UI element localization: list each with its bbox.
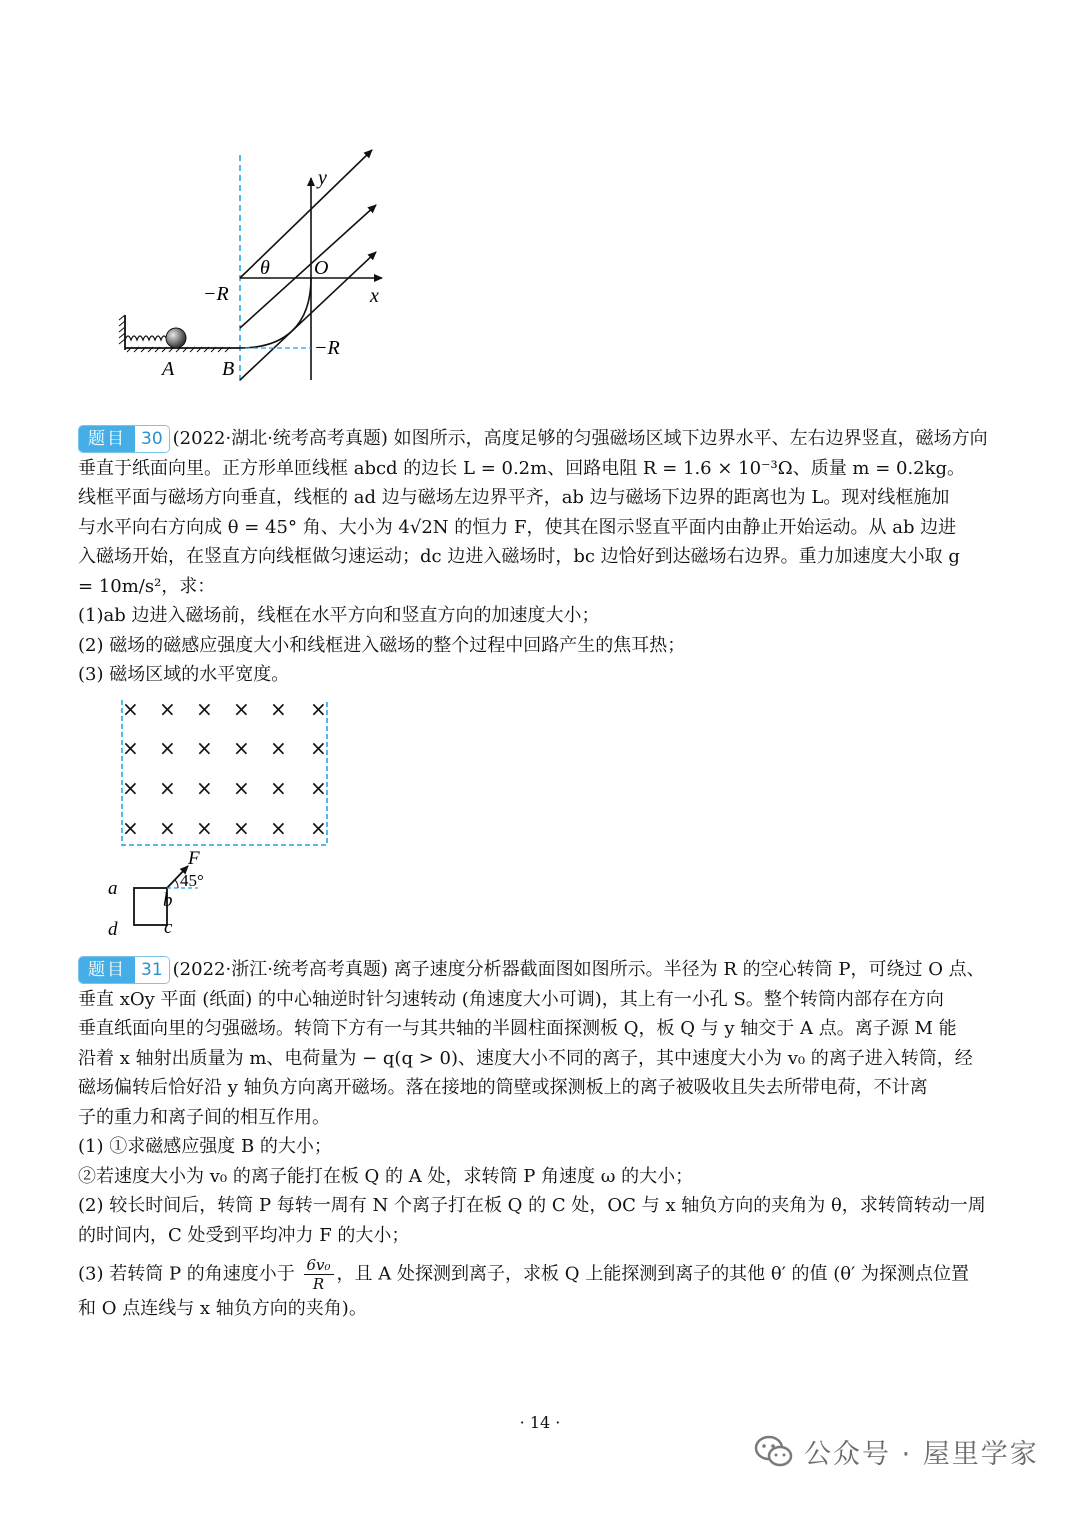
- problem-line: 入磁场开始，在竖直方向线框做匀速运动；dc 边进入磁场时，bc 边恰好到达磁场右边界。重力加速度大小取 g: [78, 546, 960, 567]
- problem-line: 子的重力和离子间的相互作用。: [78, 1106, 330, 1128]
- watermark-text: 公众号 · 屋里学家: [804, 1439, 1039, 1470]
- field-cross-mark: ×: [122, 776, 139, 800]
- fraction-denominator: R: [312, 1275, 325, 1293]
- field-cross-mark: ×: [270, 816, 287, 840]
- field-cross-mark: ×: [270, 697, 287, 721]
- field-cross-mark: ×: [233, 776, 250, 800]
- label-corner-a: a: [108, 878, 118, 899]
- wall-hatching: [119, 315, 125, 344]
- question-number: 31: [135, 957, 169, 983]
- sub-question-3-text: ，且 A 处探测到离子，求板 Q 上能探测到离子的其他 θ′ 的值 (θ′ 为探测点位置: [336, 1263, 969, 1285]
- label-force: F: [188, 848, 200, 869]
- label-y: y: [318, 167, 327, 189]
- page-number: · 14 ·: [519, 1413, 561, 1432]
- question-tag: [78, 425, 170, 453]
- field-crosses: [122, 697, 327, 840]
- problem-line: 磁场偏转后恰好沿 y 轴负方向离开磁场。落在接地的筒壁或探测板上的离子被吸收且失去所带电荷，不计离: [78, 1077, 928, 1098]
- field-cross-mark: ×: [270, 736, 287, 760]
- field-cross-mark: ×: [196, 816, 213, 840]
- sub-question-3-text: (3) 若转筒 P 的角速度小于: [78, 1263, 295, 1285]
- field-cross-mark: ×: [159, 736, 176, 760]
- question-tag: [78, 956, 170, 984]
- problem-31: [78, 955, 1008, 1325]
- problem-line: [78, 424, 1008, 454]
- sub-question-1b: ②若速度大小为 v₀ 的离子能打在板 Q 的 A 处，求转筒 P 角速度 ω 的大小；: [78, 1165, 694, 1187]
- label-corner-b: b: [163, 890, 173, 911]
- question-tag-label: 题目: [79, 426, 135, 452]
- field-cross-mark: ×: [122, 816, 139, 840]
- field-cross-mark: ×: [233, 816, 250, 840]
- label-corner-d: d: [108, 919, 118, 940]
- problem-line: 与水平向右方向成 θ = 45° 角、大小为 4√2N 的恒力 F，使其在图示竖直平面内由静止开始运动。从 ab 边进: [78, 516, 957, 538]
- magnetic-field-square-frame-diagram: [100, 692, 340, 942]
- label-a: A: [162, 358, 175, 380]
- label-b: B: [222, 358, 235, 380]
- sub-question-2: (2) 较长时间后，转筒 P 每转一周有 N 个离子打在板 Q 的 C 处，OC 与 x 轴负方向的夹角为 θ，求转筒转动一周: [78, 1195, 986, 1216]
- field-cross-mark: ×: [310, 776, 327, 800]
- question-tag-label: 题目: [79, 957, 135, 983]
- sub-question-2: (2) 磁场的磁感应强度大小和线框进入磁场的整个过程中回路产生的焦耳热；: [78, 634, 686, 656]
- fraction: [304, 1256, 334, 1293]
- problem-line: 沿着 x 轴射出质量为 m、电荷量为 − q(q > 0)、速度大小不同的离子，其中速度大小为 v₀ 的离子进入转筒，经: [78, 1047, 973, 1069]
- angle-arc: [175, 880, 178, 888]
- ball: [166, 328, 186, 348]
- field-cross-mark: ×: [233, 697, 250, 721]
- magnetic-field-track-diagram: [100, 140, 400, 390]
- label-angle: 45°: [180, 871, 204, 890]
- field-cross-mark: ×: [159, 776, 176, 800]
- watermark: [754, 1432, 1039, 1471]
- field-cross-mark: ×: [196, 776, 213, 800]
- field-cross-mark: ×: [196, 736, 213, 760]
- problem-line: 线框平面与磁场方向垂直，线框的 ad 边与磁场左边界平齐，ab 边与磁场下边界的距离也为 L。现对线框施加: [78, 487, 950, 508]
- field-cross-mark: ×: [122, 697, 139, 721]
- label-corner-c: c: [164, 917, 173, 938]
- field-cross-mark: ×: [270, 776, 287, 800]
- label-x: x: [370, 285, 379, 307]
- problem-text: (2022·湖北·统考高考真题) 如图所示，高度足够的匀强磁场区域下边界水平、左右边界竖直，磁场方向: [172, 428, 988, 449]
- sub-question-3: [78, 1256, 1008, 1293]
- field-cross-mark: ×: [159, 816, 176, 840]
- field-region-boundary: [122, 700, 327, 845]
- field-cross-mark: ×: [196, 697, 213, 721]
- field-cross-mark: ×: [310, 816, 327, 840]
- problem-text: (2022·浙江·统考高考真题) 离子速度分析器截面图如图所示。半径为 R 的空心转筒 P，可绕过 O 点、: [172, 959, 985, 980]
- problem-line: 垂直 xOy 平面 (纸面) 的中心轴逆时针匀速转动 (角速度大小可调)，其上有一小孔 S。整个转筒内部存在方向: [78, 988, 944, 1010]
- sub-question-3: (3) 磁场区域的水平宽度。: [78, 664, 290, 685]
- field-cross-mark: ×: [159, 697, 176, 721]
- field-cross-mark: ×: [310, 736, 327, 760]
- curved-track: [240, 278, 311, 348]
- sub-question-2-cont: 的时间内，C 处受到平均冲力 F 的大小；: [78, 1224, 410, 1246]
- field-cross-mark: ×: [122, 736, 139, 760]
- label-neg-r-bottom: −R: [314, 337, 340, 359]
- field-cross-mark: ×: [233, 736, 250, 760]
- sub-question-3-cont: 和 O 点连线与 x 轴负方向的夹角)。: [78, 1298, 367, 1319]
- problem-30: [78, 424, 1008, 690]
- fraction-numerator: 6v₀: [304, 1256, 334, 1275]
- problem-line: 垂直于纸面向里。正方形单匝线框 abcd 的边长 L = 0.2m、回路电阻 R = 1.6 × 10⁻³Ω、质量 m = 0.2kg。: [78, 457, 966, 479]
- label-neg-r-left: −R: [203, 283, 229, 305]
- question-number: 30: [135, 426, 169, 452]
- sub-question-1: (1)ab 边进入磁场前，线框在水平方向和竖直方向的加速度大小；: [78, 605, 600, 626]
- field-cross-mark: ×: [310, 697, 327, 721]
- problem-line: [78, 955, 1008, 985]
- problem-line: 垂直纸面向里的匀强磁场。转筒下方有一与其共轴的半圆柱面探测板 Q，板 Q 与 y 轴交于 A 点。离子源 M 能: [78, 1018, 957, 1039]
- sub-question-1a: (1) ①求磁感应强度 B 的大小；: [78, 1136, 332, 1157]
- label-origin: O: [314, 257, 329, 279]
- wechat-icon: [754, 1435, 794, 1469]
- problem-line: = 10m/s²，求：: [78, 575, 216, 597]
- label-theta: θ: [260, 257, 270, 279]
